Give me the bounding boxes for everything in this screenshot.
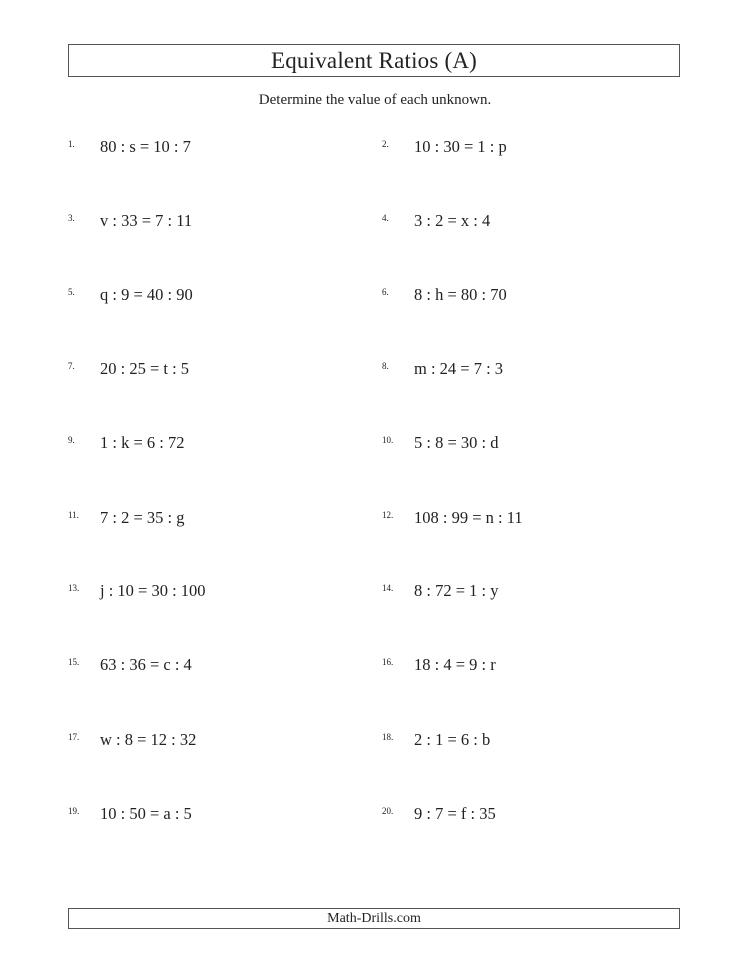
problem-number: 10. — [382, 435, 394, 445]
problem-equation: q : 9 = 40 : 90 — [100, 285, 193, 304]
problem-equation: 7 : 2 = 35 : g — [100, 508, 185, 527]
problem-3 — [68, 211, 192, 231]
problem-equation: 2 : 1 = 6 : b — [414, 730, 491, 749]
title-box — [68, 44, 680, 77]
problem-15 — [68, 655, 192, 675]
problem-number: 5. — [68, 287, 75, 297]
problem-equation: 1 : k = 6 : 72 — [100, 433, 185, 452]
problem-8 — [382, 359, 503, 379]
problem-16 — [382, 655, 496, 675]
problem-equation: 20 : 25 = t : 5 — [100, 359, 190, 378]
problem-equation: 9 : 7 = f : 35 — [414, 804, 496, 823]
problem-number: 15. — [68, 657, 80, 667]
problem-number: 13. — [68, 583, 80, 593]
problem-4 — [382, 211, 490, 231]
problem-equation: 10 : 30 = 1 : p — [414, 137, 507, 156]
problem-number: 3. — [68, 213, 75, 223]
problem-equation: 5 : 8 = 30 : d — [414, 433, 499, 452]
problem-7 — [68, 359, 189, 379]
problem-17 — [68, 730, 196, 750]
problem-equation: 63 : 36 = c : 4 — [100, 655, 192, 674]
footer-text: Math-Drills.com — [327, 910, 421, 926]
problem-equation: 80 : s = 10 : 7 — [100, 137, 191, 156]
problem-number: 17. — [68, 732, 80, 742]
problem-11 — [68, 508, 184, 528]
problem-equation: 8 : h = 80 : 70 — [414, 285, 507, 304]
problem-equation: v : 33 = 7 : 11 — [100, 211, 193, 230]
problem-18 — [382, 730, 490, 750]
problem-equation: w : 8 = 12 : 32 — [100, 730, 197, 749]
problem-14 — [382, 581, 498, 601]
worksheet-title: Equivalent Ratios (A) — [270, 47, 478, 73]
problem-number: 6. — [382, 287, 389, 297]
problem-9 — [68, 433, 184, 453]
problem-equation: m : 24 = 7 : 3 — [414, 359, 504, 378]
problem-number: 20. — [382, 806, 394, 816]
problem-2 — [382, 137, 507, 157]
problem-equation: 108 : 99 = n : 11 — [414, 508, 523, 527]
problem-number: 11. — [68, 510, 79, 520]
problem-5 — [68, 285, 193, 305]
problem-equation: 10 : 50 = a : 5 — [100, 804, 192, 823]
problem-number: 19. — [68, 806, 80, 816]
problem-equation: 18 : 4 = 9 : r — [414, 655, 496, 674]
problem-number: 7. — [68, 361, 75, 371]
problem-number: 1. — [68, 139, 75, 149]
problem-1 — [68, 137, 191, 157]
problem-number: 14. — [382, 583, 394, 593]
problem-10 — [382, 433, 498, 453]
problem-number: 16. — [382, 657, 394, 667]
problem-equation: j : 10 = 30 : 100 — [100, 581, 206, 600]
footer-box — [68, 908, 680, 929]
problem-6 — [382, 285, 507, 305]
problem-number: 8. — [382, 361, 389, 371]
problem-number: 12. — [382, 510, 394, 520]
problem-number: 4. — [382, 213, 389, 223]
problem-number: 18. — [382, 732, 394, 742]
problem-equation: 3 : 2 = x : 4 — [414, 211, 491, 230]
problem-number: 2. — [382, 139, 389, 149]
problem-19 — [68, 804, 192, 824]
problem-number: 9. — [68, 435, 75, 445]
problem-12 — [382, 508, 523, 528]
problem-20 — [382, 804, 496, 824]
problem-equation: 8 : 72 = 1 : y — [414, 581, 499, 600]
problem-13 — [68, 581, 206, 601]
instructions: Determine the value of each unknown. — [258, 92, 492, 108]
